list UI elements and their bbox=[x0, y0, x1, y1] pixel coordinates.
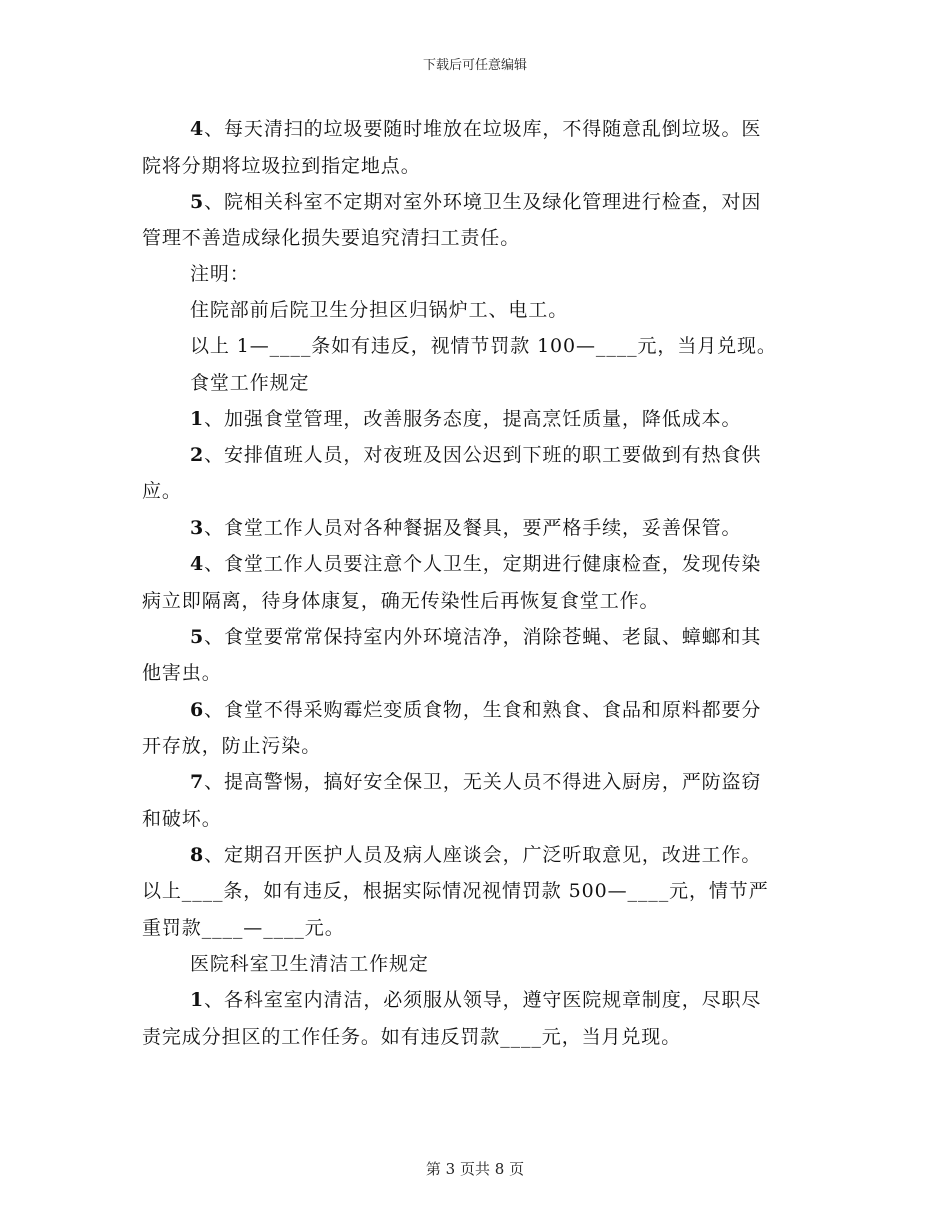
paragraph-line bbox=[142, 807, 812, 831]
line-text: 责完成分担区的工作任务。如有违反罚款____元，当月兑现。 bbox=[142, 1026, 682, 1048]
line-text: 应。 bbox=[142, 480, 182, 502]
paragraph-line bbox=[190, 117, 860, 141]
paragraph-line bbox=[190, 988, 860, 1012]
paragraph-line bbox=[190, 698, 860, 722]
line-text: 、食堂工作人员要注意个人卫生，定期进行健康检查，发现传染 bbox=[204, 553, 762, 575]
section-heading bbox=[190, 371, 860, 395]
paragraph-line bbox=[142, 879, 812, 903]
item-number: 2 bbox=[190, 444, 205, 466]
note-heading bbox=[190, 262, 860, 286]
paragraph-line bbox=[190, 407, 860, 431]
paragraph-line bbox=[142, 589, 812, 613]
line-text: 、每天清扫的垃圾要随时堆放在垃圾库，不得随意乱倒垃圾。医 bbox=[204, 118, 762, 140]
line-text: 以上____条，如有违反，根据实际情况视情罚款 500—____元，情节严 bbox=[142, 880, 769, 902]
item-number: 5 bbox=[190, 626, 205, 648]
paragraph-line bbox=[190, 552, 860, 576]
page-footer: 第 3 页共 8 页 bbox=[425, 1160, 525, 1178]
line-text: 、各科室室内清洁，必须服从领导，遵守医院规章制度，尽职尽 bbox=[204, 989, 762, 1011]
item-number: 5 bbox=[190, 191, 205, 213]
line-text: 、安排值班人员，对夜班及因公迟到下班的职工要做到有热食供 bbox=[204, 444, 762, 466]
line-text: 、加强食堂管理，改善服务态度，提高烹饪质量，降低成本。 bbox=[204, 408, 742, 430]
line-text: 和破坏。 bbox=[142, 808, 222, 830]
line-text: 注明： bbox=[190, 263, 250, 285]
line-text: 食堂工作规定 bbox=[190, 372, 310, 394]
paragraph-line bbox=[190, 298, 860, 322]
paragraph-line bbox=[190, 334, 860, 358]
line-text: 、院相关科室不定期对室外环境卫生及绿化管理进行检查，对因 bbox=[204, 191, 762, 213]
paragraph-line bbox=[142, 226, 812, 250]
paragraph-line bbox=[142, 916, 812, 940]
page-header: 下载后可任意编辑 bbox=[422, 58, 527, 73]
line-text: 院将分期将垃圾拉到指定地点。 bbox=[142, 155, 421, 177]
line-text: 以上 1—____条如有违反，视情节罚款 100—____元，当月兑现。 bbox=[190, 335, 777, 357]
line-text: 重罚款____—____元。 bbox=[142, 917, 345, 939]
paragraph-line bbox=[190, 843, 860, 867]
paragraph-line bbox=[190, 190, 860, 214]
item-number: 4 bbox=[190, 553, 205, 575]
paragraph-line bbox=[142, 734, 812, 758]
line-text: 、食堂不得采购霉烂变质食物，生食和熟食、食品和原料都要分 bbox=[204, 699, 762, 721]
paragraph-line bbox=[190, 516, 860, 540]
line-text: 、定期召开医护人员及病人座谈会，广泛听取意见，改进工作。 bbox=[204, 844, 762, 866]
item-number: 4 bbox=[190, 118, 205, 140]
line-text: 医院科室卫生清洁工作规定 bbox=[190, 953, 429, 975]
paragraph-line bbox=[142, 1025, 812, 1049]
item-number: 3 bbox=[190, 517, 205, 539]
item-number: 8 bbox=[190, 844, 205, 866]
line-text: 开存放，防止污染。 bbox=[142, 735, 322, 757]
line-text: 、提高警惕，搞好安全保卫，无关人员不得进入厨房，严防盗窃 bbox=[204, 771, 762, 793]
paragraph-line bbox=[142, 479, 812, 503]
paragraph-line bbox=[190, 625, 860, 649]
line-text: 他害虫。 bbox=[142, 662, 222, 684]
line-text: 病立即隔离，待身体康复，确无传染性后再恢复食堂工作。 bbox=[142, 590, 660, 612]
paragraph-line bbox=[190, 770, 860, 794]
item-number: 7 bbox=[190, 771, 205, 793]
paragraph-line bbox=[142, 154, 812, 178]
line-text: 住院部前后院卫生分担区归锅炉工、电工。 bbox=[190, 299, 569, 321]
line-text: 、食堂要常常保持室内外环境洁净，消除苍蝇、老鼠、蟑螂和其 bbox=[204, 626, 762, 648]
item-number: 1 bbox=[190, 408, 205, 430]
line-text: 管理不善造成绿化损失要追究清扫工责任。 bbox=[142, 227, 521, 249]
item-number: 6 bbox=[190, 699, 205, 721]
paragraph-line bbox=[190, 443, 860, 467]
line-text: 、食堂工作人员对各种餐据及餐具，要严格手续，妥善保管。 bbox=[204, 517, 742, 539]
item-number: 1 bbox=[190, 989, 205, 1011]
paragraph-line bbox=[142, 661, 812, 685]
section-heading bbox=[190, 952, 860, 976]
